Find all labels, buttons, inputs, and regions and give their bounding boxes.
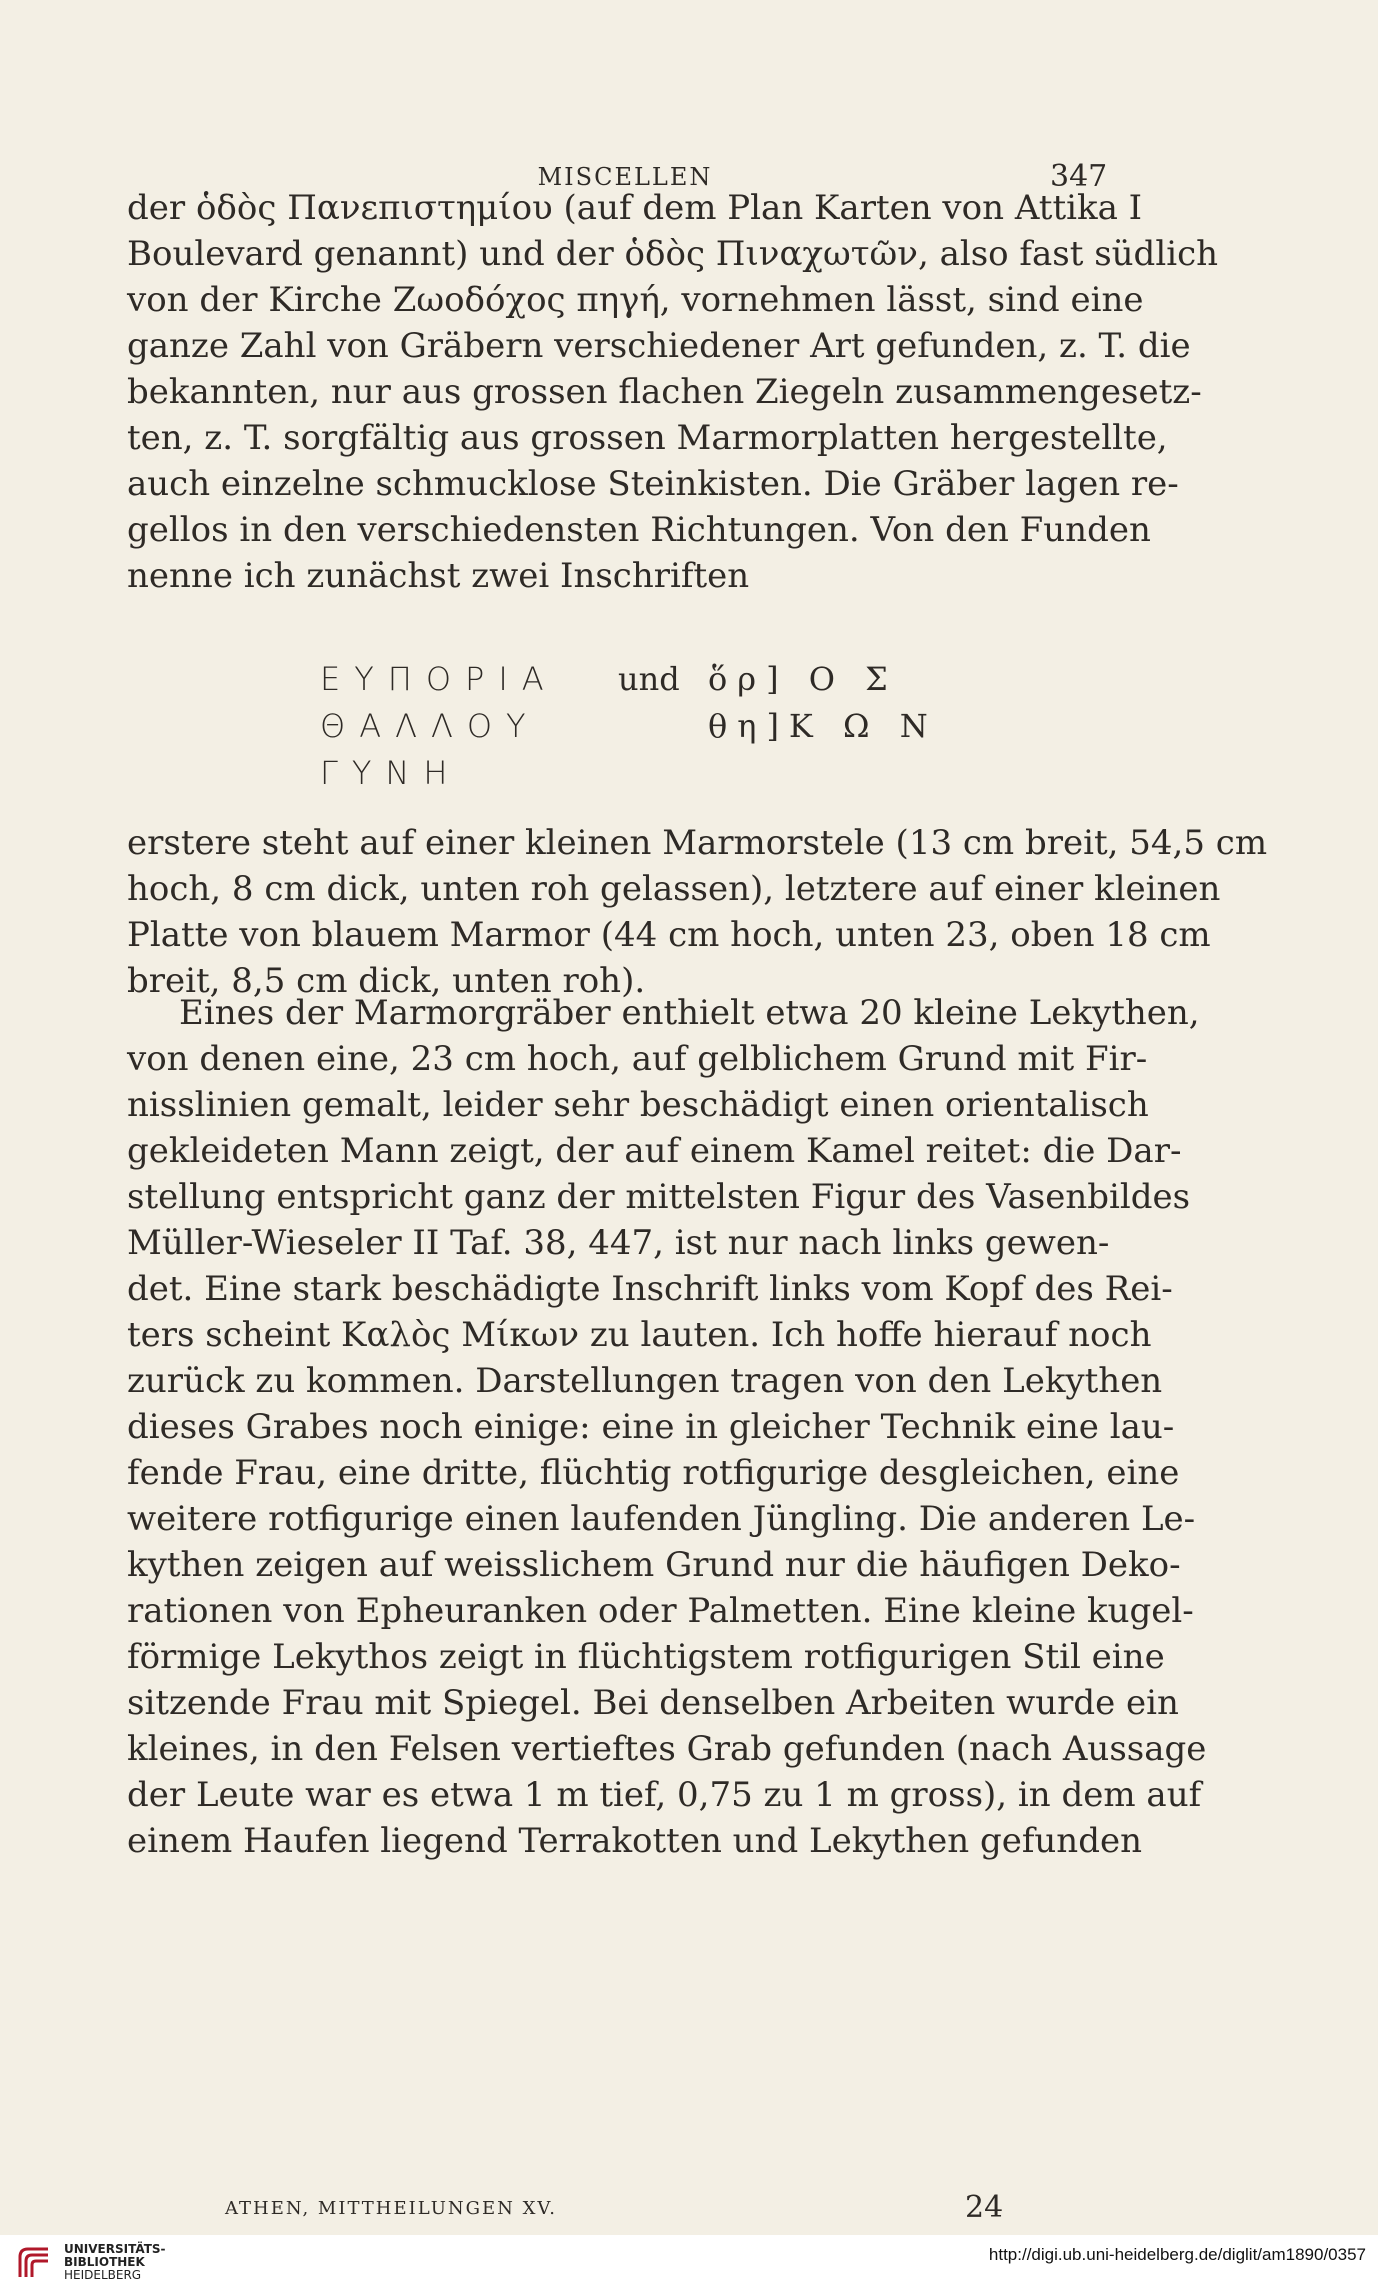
text-line: Boulevard genannt) und der ὁδὸς Πιναχωτῶν, also fast südlich bbox=[127, 234, 1219, 274]
text-line: Müller-Wieseler II Taf. 38, 447, ist nur nach links gewen- bbox=[127, 1223, 1110, 1263]
text-line: rationen von Epheuranken oder Palmetten. Eine kleine kugel- bbox=[127, 1591, 1194, 1631]
text-line: Eines der Marmorgräber enthielt etwa 20 kleine Lekythen, bbox=[179, 993, 1200, 1033]
text-line: ganze Zahl von Gräbern verschiedener Art gefunden, z. T. die bbox=[127, 326, 1191, 366]
library-name bbox=[64, 2243, 166, 2282]
text-line: kleines, in den Felsen vertieftes Grab gefunden (nach Aussage bbox=[127, 1729, 1207, 1769]
viewer-footer bbox=[0, 2235, 1378, 2288]
text-line: kythen zeigen auf weisslichem Grund nur die häufigen Deko- bbox=[127, 1545, 1181, 1585]
text-line: Platte von blauem Marmor (44 cm hoch, unten 23, oben 18 cm bbox=[127, 915, 1211, 955]
text-line: erstere steht auf einer kleinen Marmorstele (13 cm breit, 54,5 cm bbox=[127, 823, 1268, 863]
text-line: weitere rotfigurige einen laufenden Jüngling. Die anderen Le- bbox=[127, 1499, 1196, 1539]
text-line: hoch, 8 cm dick, unten roh gelassen), letztere auf einer kleinen bbox=[127, 869, 1221, 909]
signature-line bbox=[0, 2190, 1378, 2230]
inscription-right-line: ὅρ] Ο Σ bbox=[708, 660, 898, 698]
text-line: det. Eine stark beschädigte Inschrift links vom Kopf des Rei- bbox=[127, 1269, 1173, 1309]
inscription-left-line: ΘΑΛΛΟΥ bbox=[320, 707, 540, 745]
text-line: der ὁδὸς Πανεπιστημίου (auf dem Plan Karten von Attika I bbox=[127, 188, 1143, 228]
text-line: dieses Grabes noch einige: eine in gleicher Technik eine lau- bbox=[127, 1407, 1175, 1447]
inscription-connector: und bbox=[618, 660, 680, 698]
text-line: nisslinien gemalt, leider sehr beschädigt einen orientalisch bbox=[127, 1085, 1149, 1125]
text-line: ten, z. T. sorgfältig aus grossen Marmorplatten hergestellte, bbox=[127, 418, 1168, 458]
text-line: auch einzelne schmucklose Steinkisten. Die Gräber lagen re- bbox=[127, 464, 1179, 504]
paragraph-1 bbox=[127, 185, 1219, 599]
text-line: stellung entspricht ganz der mittelsten Figur des Vasenbildes bbox=[127, 1177, 1191, 1217]
page-number: 347 bbox=[1050, 159, 1108, 194]
text-line: zurück zu kommen. Darstellungen tragen von den Lekythen bbox=[127, 1361, 1163, 1401]
library-logo-icon bbox=[14, 2243, 54, 2283]
library-name-line: HEIDELBERG bbox=[64, 2268, 142, 2282]
text-line: von der Kirche Ζωοδόχος πηγή, vornehmen lässt, sind eine bbox=[127, 280, 1144, 320]
text-line: einem Haufen liegend Terrakotten und Lekythen gefunden bbox=[127, 1821, 1142, 1861]
library-name-line: BIBLIOTHEK bbox=[64, 2255, 145, 2269]
text-line: sitzende Frau mit Spiegel. Bei denselben Arbeiten wurde ein bbox=[127, 1683, 1179, 1723]
signature-number: 24 bbox=[965, 2190, 1004, 2225]
paragraph-2 bbox=[127, 820, 1268, 1004]
permalink-url[interactable]: http://digi.ub.uni-heidelberg.de/diglit/am1890/0357 bbox=[988, 2245, 1366, 2264]
text-line: der Leute war es etwa 1 m tief, 0,75 zu 1 m gross), in dem auf bbox=[127, 1775, 1202, 1815]
text-line: gekleideten Mann zeigt, der auf einem Kamel reitet: die Dar- bbox=[127, 1131, 1182, 1171]
inscription-right-line: θη]Κ Ω Ν bbox=[708, 707, 938, 745]
text-line: bekannten, nur aus grossen flachen Ziegeln zusammengesetz- bbox=[127, 372, 1202, 412]
paragraph-3 bbox=[127, 990, 1207, 1864]
signature-journal: ATHEN, MITTHEILUNGEN XV. bbox=[225, 2198, 558, 2219]
text-line: breit, 8,5 cm dick, unten roh). bbox=[127, 961, 646, 1001]
text-line: gellos in den verschiedensten Richtungen. Von den Funden bbox=[127, 510, 1151, 550]
library-name-line: UNIVERSITÄTS- bbox=[64, 2242, 166, 2256]
text-line: förmige Lekythos zeigt in flüchtigstem rotfigurigen Stil eine bbox=[127, 1637, 1165, 1677]
inscription-left-line: ΕΥΠΟΡΙΑ bbox=[320, 660, 558, 698]
inscription-left-line: ΓΥΝΗ bbox=[320, 754, 462, 792]
text-line: nenne ich zunächst zwei Inschriften bbox=[127, 556, 750, 596]
running-title: MISCELLEN bbox=[537, 163, 713, 191]
text-line: von denen eine, 23 cm hoch, auf gelblichem Grund mit Fir- bbox=[127, 1039, 1148, 1079]
text-line: ters scheint Καλὸς Μίκων zu lauten. Ich hoffe hierauf noch bbox=[127, 1315, 1152, 1355]
text-line: fende Frau, eine dritte, flüchtig rotfigurige desgleichen, eine bbox=[127, 1453, 1180, 1493]
